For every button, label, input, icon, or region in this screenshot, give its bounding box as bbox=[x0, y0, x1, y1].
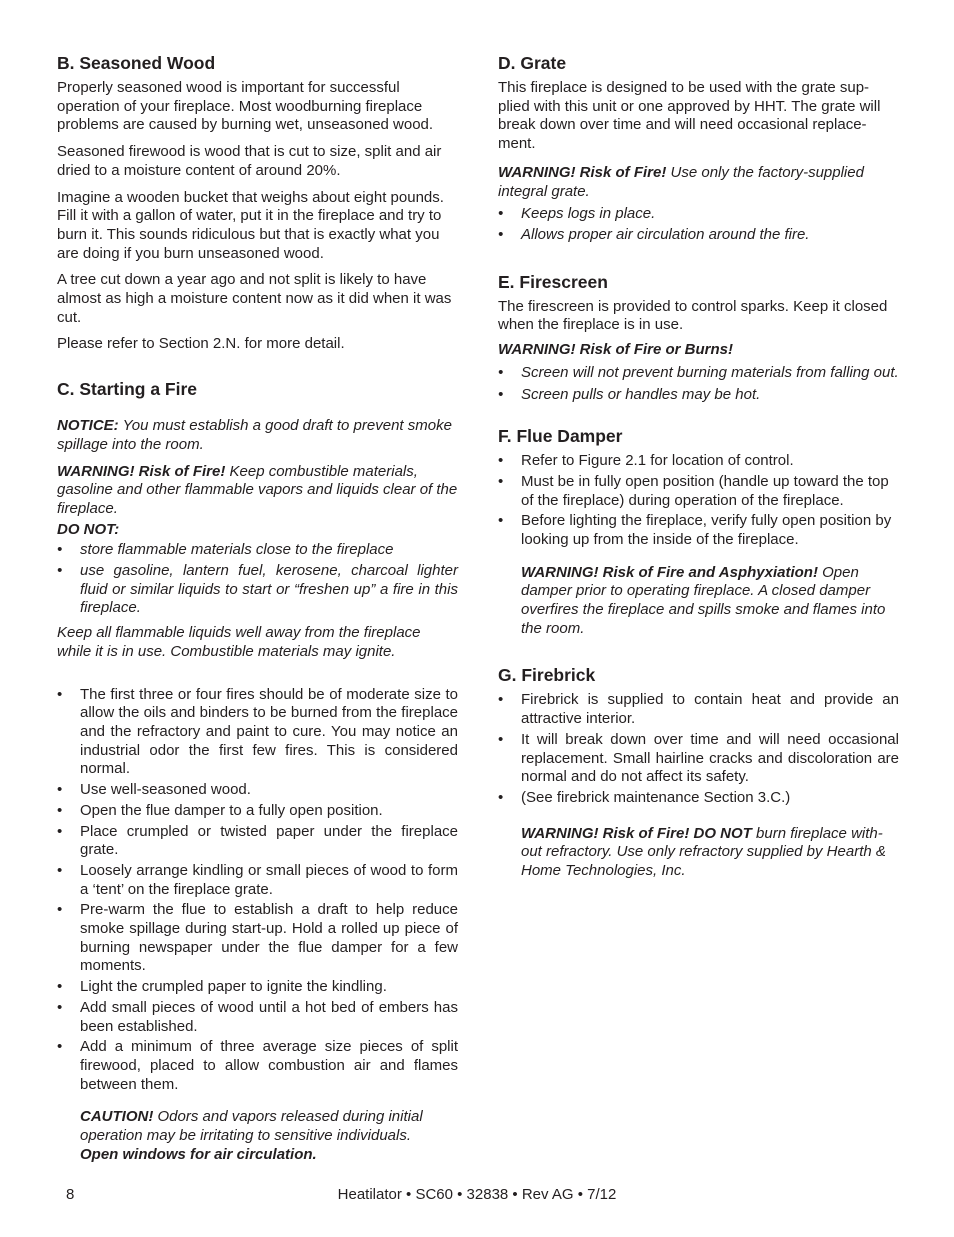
list-item: • Add small pieces of wood until a hot bed of embers has been established. bbox=[57, 999, 458, 1036]
section-c-heading: C. Starting a Fire bbox=[57, 379, 198, 400]
section-d-paragraph: This fireplace is designed to be used with the grate sup-plied with this unit or one approved by HHT. The grate will break down over time and will need occasional replace-ment. bbox=[498, 79, 881, 153]
list-item: • Loosely arrange kindling or small pieces of wood to form a ‘tent’ on the fireplace grate. bbox=[57, 862, 458, 899]
firebrick-warning-label: WARNING! Risk of Fire! DO NOT bbox=[521, 824, 752, 842]
section-b-paragraph-3: Imagine a wooden bucket that weighs about eight pounds. Fill it with a gallon of water, put it in the fireplace and try to burn it. This sounds ridiculous but that is exactly what you are doing if you burn unseasoned wood. bbox=[57, 188, 444, 262]
warning-text: WARNING! Risk of Fire! Keep combustible materials, gasoline and other flammable vapors and liquids clear of the fireplace. bbox=[57, 462, 458, 517]
list-item: • Refer to Figure 2.1 for location of control. bbox=[498, 452, 899, 471]
list-item: • Screen will not prevent burning materials from falling out. bbox=[498, 364, 899, 383]
list-item: • store flammable materials close to the fireplace bbox=[57, 541, 458, 560]
flammable-liquids-text: Keep all flammable liquids well away from the fireplace while it is in use. Combustible materials may ignite. bbox=[57, 624, 421, 660]
list-item: • Place crumpled or twisted paper under the fireplace grate. bbox=[57, 823, 458, 860]
firescreen-list bbox=[498, 364, 899, 405]
damper-list bbox=[498, 452, 899, 550]
grate-list bbox=[498, 205, 899, 244]
firebrick-list bbox=[498, 691, 899, 807]
do-not-label: DO NOT: bbox=[57, 520, 120, 538]
notice-text: NOTICE: You must establish a good draft to prevent smoke spillage into the room. bbox=[57, 417, 452, 453]
caution-bold: Open windows for air circulation. bbox=[80, 1145, 317, 1163]
section-b-paragraph-1: Properly seasoned wood is important for successful operation of your fireplace. Most woodburning fireplace problems are caused by burning wet, unseasoned wood. bbox=[57, 79, 434, 134]
section-g-heading: G. Firebrick bbox=[498, 665, 596, 686]
firescreen-warning: WARNING! Risk of Fire or Burns! bbox=[498, 341, 734, 359]
left-column bbox=[57, 52, 458, 1172]
list-item: • Firebrick is supplied to contain heat and provide an attractive interior. bbox=[498, 691, 899, 728]
list-item: • Keeps logs in place. bbox=[498, 205, 899, 224]
section-e-heading: E. Firescreen bbox=[498, 271, 608, 292]
list-item: • It will break down over time and will need occasional replacement. Small hairline cracks and discoloration are normal and do not affect its safety. bbox=[498, 731, 899, 787]
list-item: • The first three or four fires should be of moderate size to allow the oils and binders to be burned from the fireplace and the refractory and paint to cure. You may notice an industrial odor the first few fires. This is considered normal. bbox=[57, 686, 458, 780]
list-item: • Light the crumpled paper to ignite the kindling. bbox=[57, 978, 458, 997]
fire-steps-list bbox=[57, 686, 458, 1095]
list-item: • Open the flue damper to a fully open position. bbox=[57, 802, 458, 821]
list-item: • Screen pulls or handles may be hot. bbox=[498, 386, 899, 405]
section-b-paragraph-5: Please refer to Section 2.N. for more detail. bbox=[57, 335, 345, 353]
damper-warning-label: WARNING! Risk of Fire and Asphyxiation! bbox=[521, 563, 818, 581]
section-f-heading: F. Flue Damper bbox=[498, 426, 623, 447]
list-item: • (See firebrick maintenance Section 3.C.) bbox=[498, 789, 899, 808]
page-number: 8 bbox=[66, 1186, 75, 1203]
right-column bbox=[498, 52, 899, 889]
caution-label: CAUTION! bbox=[80, 1108, 154, 1126]
section-b-paragraph-4: A tree cut down a year ago and not split is likely to have almost as high a moisture content now as it did when it was cut. bbox=[57, 271, 452, 326]
list-item: • Pre-warm the flue to establish a draft to help reduce smoke spillage during start-up. Hold a rolled up piece of burning newspaper under the flue damper for a few moments. bbox=[57, 901, 458, 976]
notice-label: NOTICE: bbox=[57, 417, 119, 435]
list-item: • use gasoline, lantern fuel, kerosene, charcoal lighter fluid or similar liquids to start or “freshen up” a fire in this fireplace. bbox=[57, 562, 458, 618]
grate-warning-label: WARNING! Risk of Fire! bbox=[498, 163, 667, 181]
list-item: • Use well-seasoned wood. bbox=[57, 781, 458, 800]
warning-label: WARNING! Risk of Fire! bbox=[57, 462, 226, 480]
section-d-heading: D. Grate bbox=[498, 53, 567, 73]
section-b-paragraph-2: Seasoned firewood is wood that is cut to size, split and air dried to a moisture content of around 20%. bbox=[57, 143, 442, 179]
list-item: • Before lighting the fireplace, verify fully open position by looking up from the inside of the fireplace. bbox=[498, 512, 899, 549]
caution-text: CAUTION! Odors and vapors released during initial operation may be irritating to sensitive individuals. Open windows for air circulation. bbox=[80, 1108, 423, 1163]
grate-warning-text: WARNING! Risk of Fire! Use only the factory-supplied integral grate. bbox=[498, 163, 864, 200]
section-e-paragraph: The firescreen is provided to control sparks. Keep it closed when the fireplace is in use. bbox=[498, 297, 888, 334]
do-not-list bbox=[57, 541, 458, 618]
list-item: • Add a minimum of three average size pieces of split firewood, placed to allow combustion air and flames between them. bbox=[57, 1038, 458, 1094]
firebrick-warning-text: WARNING! Risk of Fire! DO NOT burn fireplace with-out refractory. Use only refractory supplied by Hearth & Home Technologies, Inc. bbox=[521, 824, 886, 880]
footer-text: Heatilator • SC60 • 32838 • Rev AG • 7/12 bbox=[337, 1186, 617, 1203]
section-b-heading: B. Seasoned Wood bbox=[57, 53, 216, 73]
list-item: • Must be in fully open position (handle up toward the top of the fireplace) during operation of the fireplace. bbox=[498, 473, 899, 510]
list-item: • Allows proper air circulation around the fire. bbox=[498, 226, 899, 245]
damper-warning-text: WARNING! Risk of Fire and Asphyxiation! Open damper prior to operating fireplace. A closed damper overfires the fireplace and spills smoke and flames into the room. bbox=[521, 563, 886, 637]
